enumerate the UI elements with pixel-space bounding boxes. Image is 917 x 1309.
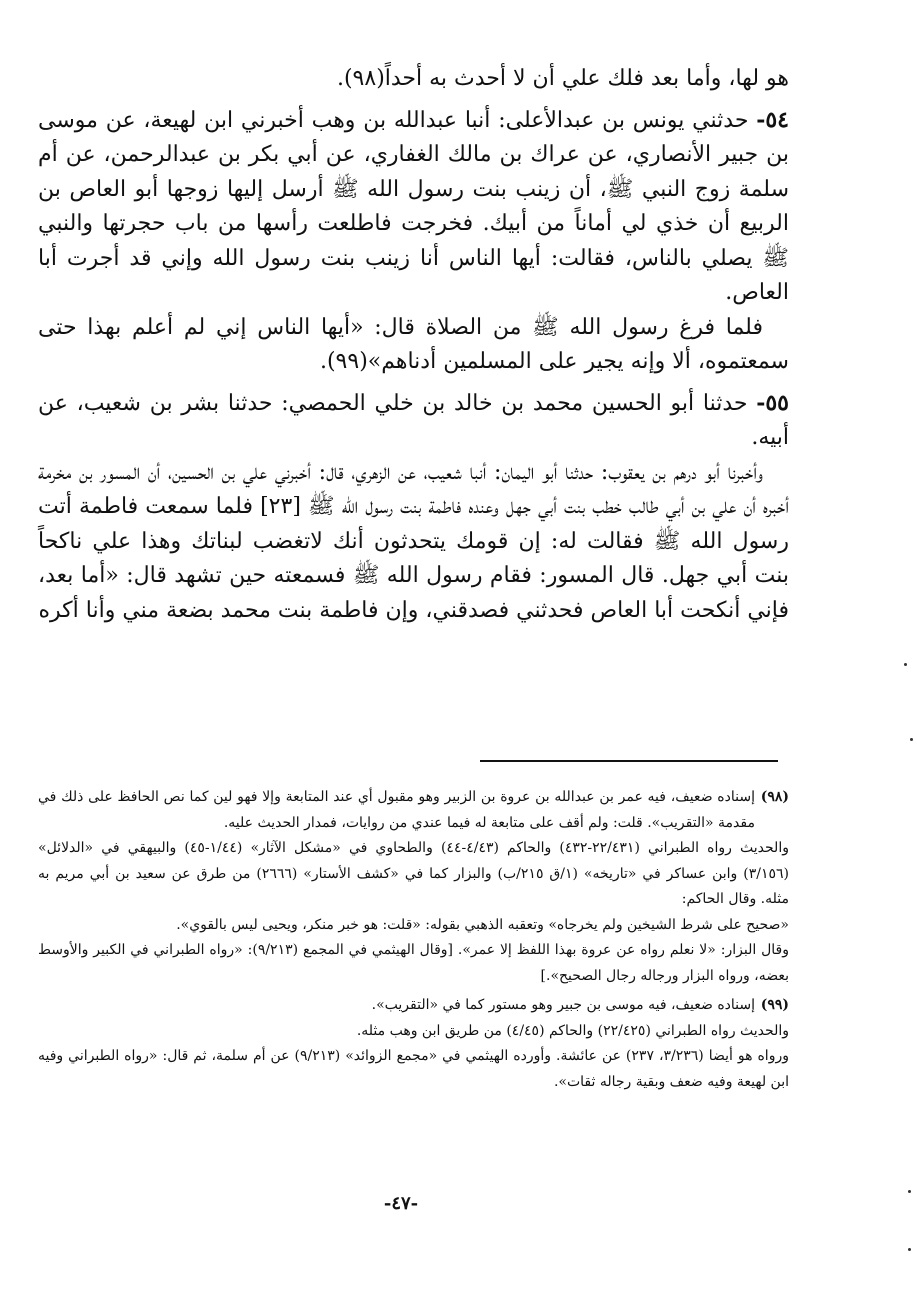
hadith-55-continuation: وأخبرنا أبو درهم بن يعقوب: حدثنا أبو اليمان: أنبا شعيب، عن الزهري، قال: أخبرني علي بن الحسين، أن المسور بن مخرمة أخبره أن علي بن أبي طالب خطب بنت أبي جهل وعنده فاطمة بنت رسول الله ﷺ [٢٣] فلما سمعت فاطمة أتت رسول الله ﷺ فقالت له: إن قومك يتحدثون أنك لاتغضب لبناتك وهذا علي ناكحاً بنت أبي جهل. قال المسور: فقام رسول الله ﷺ فسمعته حين تشهد قال: «أما بعد، فإني أنكحت أبا العاص فحدثني فصدقني، وإن فاطمة بنت محمد بضعة مني وأنا أكره — [38, 459, 789, 623]
hadith-number: ٥٤- — [756, 106, 789, 133]
footnote-98 — [38, 785, 789, 836]
hadith-number: ٥٥- — [756, 389, 789, 416]
footnote-text: إسناده ضعيف، فيه عمر بن عبدالله بن عروة بن الزبير وهو مقبول أي عند المتابعة وإلا فهو لين كما نص الحافظ على ذلك في مقدمة «التقريب». قلت: ولم أقف على متابعة له فيما عندي من روايات، فمدار الحديث عليه. — [38, 789, 755, 831]
paragraph-continuation: هو لها، وأما بعد فلك علي أن لا أحدث به أحداً(٩٨). — [336, 66, 789, 91]
footnote-paragraph: والحديث رواه الطبراني (٢٢/٤٣١-٤٣٢) والحاكم (٤/٤٣-٤٤) والطحاوي في «مشكل الآثار» (١/٤٤-٤٥) والبيهقي في «الدلائل» (٣/١٥٦) وابن عساكر في «تاريخه» (١/ق ٢١٥/ب) والبزار كما في «كشف الأستار» (٢٦٦٦) من طرق عن سعيد بن أبي مريم به مثله. وقال الحاكم: — [38, 840, 789, 907]
hadith-54 — [38, 103, 789, 311]
scan-speck — [910, 738, 913, 741]
main-text — [38, 62, 789, 628]
page-number: -٤٧- — [383, 1193, 419, 1214]
hadith-text: حدثني يونس بن عبدالأعلى: أنبا عبدالله بن وهب أخبرني ابن لهيعة، عن موسى بن جبير الأنصاري، عن عراك بن مالك الغفاري، عن أبي بكر بن عبدالرحمن، عن أم سلمة زوج النبي ﷺ، أن زينب بنت رسول الله ﷺ أرسل إليها زوجها أبو العاص بن الربيع أن خذي لي أماناً من أبيك. فخرجت فاطلعت رأسها من باب حجرتها والنبي ﷺ يصلي بالناس، فقالت: أيها الناس أنا زينب بنت رسول الله وإني قد أجرت أبا العاص. — [38, 107, 789, 305]
hadith-55 — [38, 386, 789, 456]
footnote-separator — [480, 760, 778, 762]
scan-speck — [904, 663, 907, 666]
footnote-text: إسناده ضعيف، فيه موسى بن جبير وهو مستور كما في «التقريب». — [371, 997, 755, 1013]
footnote-paragraph: وقال البزار: «لا نعلم رواه عن عروة بهذا اللفظ إلا عمر». [وقال الهيثمي في المجمع (٩/٢١٣): «رواه الطبراني في الكبير والأوسط بعضه، ورواه البزار ورجاله رجال الصحيح».] — [38, 942, 789, 984]
footnote-paragraph: والحديث رواه الطبراني (٢٢/٤٢٥) والحاكم (٤/٤٥) من طريق ابن وهب مثله. — [356, 1022, 789, 1039]
footnote-99 — [38, 993, 789, 1019]
footnote-paragraph: ورواه هو أيضا (٣/٢٣٦، ٢٣٧) عن عائشة. وأورده الهيثمي في «مجمع الزوائد» (٩/٢١٣) عن أم سلمة، ثم قال: «رواه الطبراني وفيه ابن لهيعة وفيه ضعف وبقية رجاله ثقات». — [38, 1048, 789, 1090]
hadith-54-continuation: فلما فرغ رسول الله ﷺ من الصلاة قال: «أيها الناس إني لم أعلم بهذا حتى سمعتموه، ألا وإنه يجير على المسلمين أدناهم»(٩٩). — [38, 314, 789, 374]
footnote-paragraph: «صحيح على شرط الشيخين ولم يخرجاه» وتعقبه الذهبي بقوله: «قلت: هو خبر منكر، ويحيى ليس بالقوي». — [176, 916, 789, 933]
hadith-text: حدثنا أبو الحسين محمد بن خالد بن خلي الحمصي: حدثنا بشر بن شعيب، عن أبيه. — [38, 390, 789, 450]
scan-speck — [908, 1190, 911, 1193]
footnotes — [38, 785, 789, 1095]
footnote-number: (٩٨) — [760, 789, 789, 805]
footnote-number: (٩٩) — [760, 997, 789, 1013]
scan-speck — [908, 1248, 911, 1251]
